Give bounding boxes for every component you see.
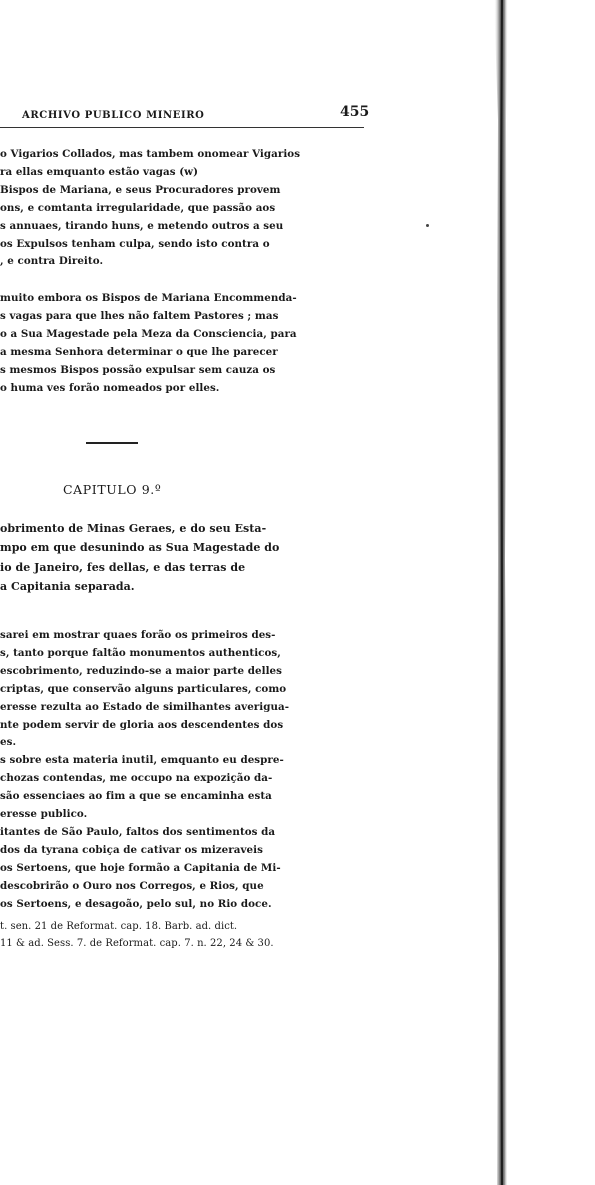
text-line: descobrirão o Ouro nos Corregos, e Rios, que [0, 879, 264, 892]
text-line: s sobre esta materia inutil, emquanto eu despre- [0, 754, 284, 767]
text-line: muito embora os Bispos de Mariana Encommenda- [0, 292, 297, 304]
footnotes [0, 918, 372, 952]
text-line: sarei em mostrar quaes forão os primeiros des- [0, 629, 276, 641]
text-line: a mesma Senhora determinar o que lhe parecer [0, 345, 278, 358]
text-line: s mesmos Bispos possão expulsar sem cauza os [0, 363, 276, 376]
text-line: , e contra Direito. [0, 255, 104, 268]
section-separator [86, 442, 138, 444]
title-line: a Capitania separada. [0, 579, 135, 593]
text-line: o Vigarios Collados, mas tambem onomear Vigarios [0, 148, 301, 160]
text-line: dos da tyrana cobiça de cativar os mizeraveis [0, 843, 263, 856]
running-header-title: ARCHIVO PUBLICO MINEIRO [22, 110, 205, 121]
text-line: os Sertoens, e desagoão, pelo sul, no Rio doce. [0, 897, 272, 910]
chapter-title [0, 519, 372, 596]
text-line: o huma ves forão nomeados por elles. [0, 381, 220, 394]
text-line: são essenciaes ao fim a que se encaminha esta [0, 790, 272, 803]
text-line: criptas, que conservão alguns particulares, como [0, 682, 287, 695]
ink-speck [426, 224, 429, 227]
page-number: 455 [340, 104, 370, 120]
text-line: escobrimento, reduzindo-se a maior parte delles [0, 664, 283, 677]
footnote-line: t. sen. 21 de Reformat. cap. 18. Barb. ad. dict. [0, 921, 238, 932]
chapter-body [0, 627, 372, 914]
text-line: itantes de São Paulo, faltos dos sentimentos da [0, 825, 276, 838]
title-line: io de Janeiro, fes dellas, e das terras de [0, 560, 246, 574]
title-line: mpo em que desunindo as Sua Magestade do [0, 541, 280, 555]
paragraph-vigarios [0, 146, 372, 271]
header-rule [0, 127, 364, 129]
text-line: ra ellas emquanto estão vagas (w) [0, 165, 199, 178]
footnote-line: 11 & ad. Sess. 7. de Reformat. cap. 7. n. 22, 24 & 30. [0, 938, 274, 949]
text-line: os Sertoens, que hoje formão a Capitania de Mi- [0, 861, 281, 874]
text-line: chozas contendas, me occupo na expozição da- [0, 772, 273, 785]
text-line: nte podem servir de gloria aos descendentes dos [0, 718, 284, 731]
text-line: o a Sua Magestade pela Meza da Consciencia, para [0, 327, 297, 340]
text-line: s, tanto porque faltão monumentos authenticos, [0, 646, 281, 659]
text-line: os Expulsos tenham culpa, sendo isto contra o [0, 237, 270, 250]
text-line: s vagas para que lhes não faltem Pastores ; mas [0, 309, 279, 322]
paragraph-encommendados [0, 290, 372, 397]
text-line: Bispos de Mariana, e seus Procuradores provem [0, 183, 281, 196]
text-line: eresse publico. [0, 808, 88, 821]
text-line: ons, e comtanta irregularidade, que passão aos [0, 201, 276, 214]
text-line: s annuaes, tirando huns, e metendo outros a seu [0, 219, 284, 232]
chapter-heading: CAPITULO 9.º [63, 482, 162, 497]
text-line: es. [0, 736, 17, 749]
title-line: obrimento de Minas Geraes, e do seu Esta- [0, 522, 267, 535]
book-binding-edge [488, 0, 518, 1185]
text-line: eresse rezulta ao Estado de similhantes averigua- [0, 700, 290, 713]
